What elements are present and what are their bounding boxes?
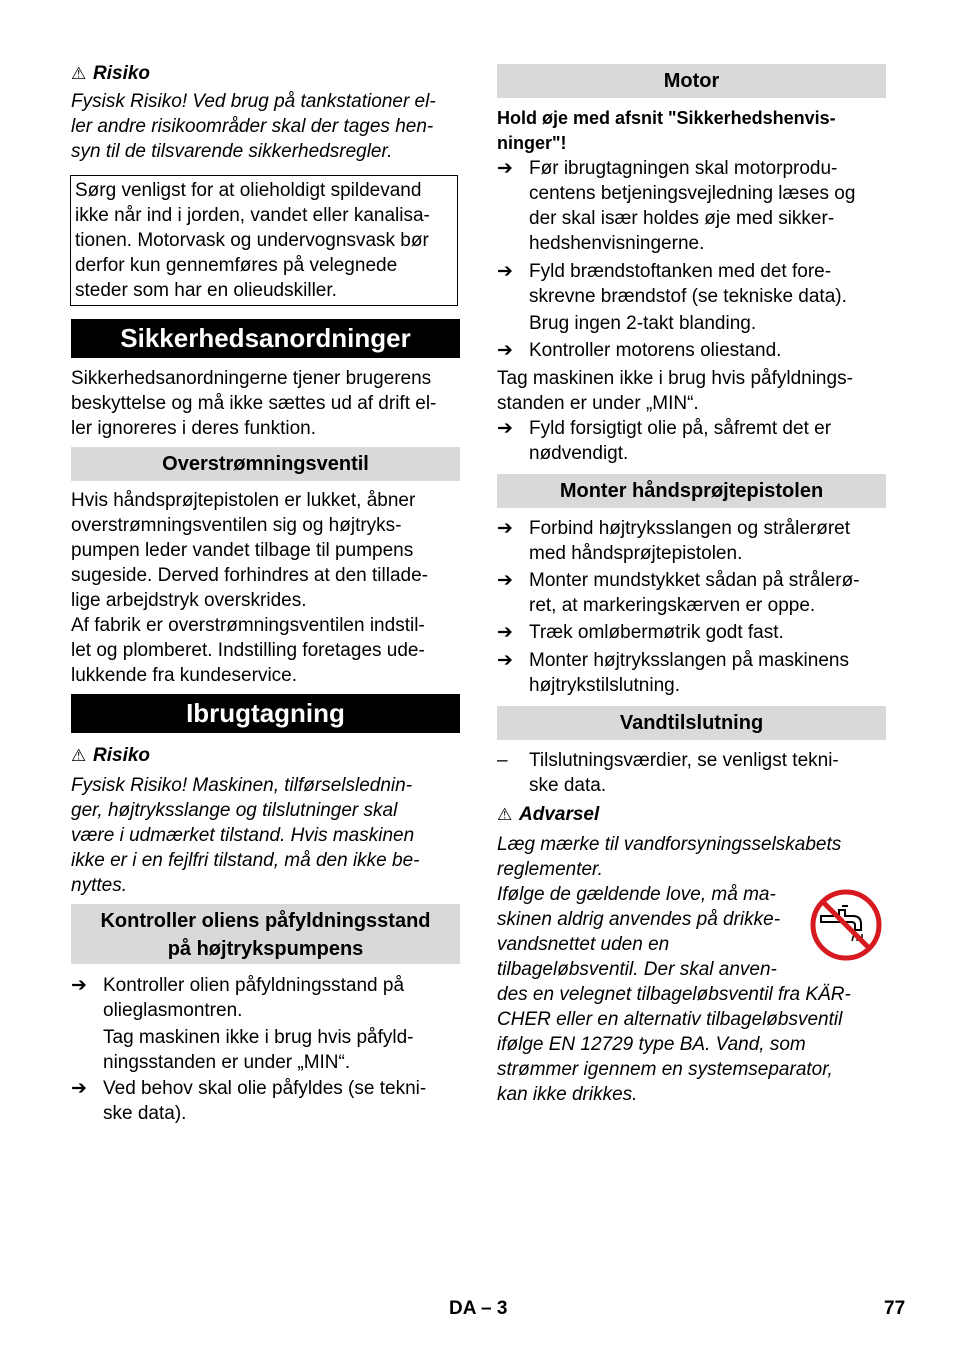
dash-bullet: – bbox=[497, 750, 508, 771]
risk-label: Risiko bbox=[93, 745, 151, 766]
warning-text-line: CHER eller en alternativ tilbageløbsventil bbox=[497, 1009, 843, 1030]
notice-line: Sørg venligst for at olieholdigt spildevand bbox=[75, 180, 422, 201]
body-line: overstrømningsventilen sig og højtryks- bbox=[71, 515, 402, 536]
section-heading-startup: Ibrugtagning bbox=[71, 694, 460, 733]
body-line: Af fabrik er overstrømningsventilen indstil- bbox=[71, 615, 425, 636]
no-drinking-water-icon bbox=[809, 888, 883, 962]
risk-text-line: ikke er i en fejlfri tilstand, må den ikke be- bbox=[71, 850, 420, 871]
risk-text-line: Fysisk Risiko! Maskinen, tilførselslednin- bbox=[71, 775, 413, 796]
warning-text-line: reglementer. bbox=[497, 859, 603, 880]
risk-label: Risiko bbox=[93, 63, 151, 84]
section-page-label: DA – 3 bbox=[449, 1298, 508, 1319]
list-line: ske data. bbox=[529, 775, 607, 796]
warning-triangle-icon: ⚠ bbox=[71, 64, 87, 83]
warning-text-line: Ifølge de gældende love, må ma- bbox=[497, 884, 776, 905]
arrow-right-icon: ➔ bbox=[497, 261, 513, 282]
list-line: Monter højtryksslangen på maskinens bbox=[529, 650, 849, 671]
subheading-oil-level bbox=[71, 904, 460, 964]
body-line: ler ignoreres i deres funktion. bbox=[71, 418, 317, 439]
subheading-overflow-valve: Overstrømningsventil bbox=[71, 447, 460, 481]
list-line: med håndsprøjtepistolen. bbox=[529, 543, 743, 564]
arrow-right-icon: ➔ bbox=[497, 570, 513, 591]
risk-text-line: ger, højtryksslange og tilslutninger skal bbox=[71, 800, 398, 821]
list-line: Kontroller motorens oliestand. bbox=[529, 340, 782, 361]
list-line: ret, at markeringskærven er oppe. bbox=[529, 595, 816, 616]
motor-note-line: ninger"! bbox=[497, 133, 567, 153]
arrow-right-icon: ➔ bbox=[497, 622, 513, 643]
list-line: nødvendigt. bbox=[529, 443, 629, 464]
risk-text-line: være i udmærket tilstand. Hvis maskinen bbox=[71, 825, 415, 846]
notice-line: derfor kun gennemføres på velegnede bbox=[75, 255, 398, 276]
arrow-right-icon: ➔ bbox=[497, 518, 513, 539]
risk-text-line: nyttes. bbox=[71, 875, 127, 896]
list-line: olieglasmontren. bbox=[103, 1000, 243, 1021]
warning-triangle-icon: ⚠ bbox=[71, 746, 87, 765]
list-line: ske data). bbox=[103, 1103, 187, 1124]
body-line: Sikkerhedsanordningerne tjener brugerens bbox=[71, 368, 432, 389]
list-line: højtrykstilslutning. bbox=[529, 675, 680, 696]
arrow-right-icon: ➔ bbox=[497, 158, 513, 179]
arrow-right-icon: ➔ bbox=[71, 975, 87, 996]
list-line: Ved behov skal olie påfyldes (se tekni- bbox=[103, 1078, 427, 1099]
list-line: Brug ingen 2-takt blanding. bbox=[529, 313, 757, 334]
list-line: Før ibrugtagningen skal motorprodu- bbox=[529, 158, 838, 179]
arrow-right-icon: ➔ bbox=[497, 650, 513, 671]
warning-text-line: vandsnettet uden en bbox=[497, 934, 670, 955]
environment-notice-box bbox=[70, 175, 458, 306]
list-line: Tilslutningsværdier, se venligst tekni- bbox=[529, 750, 839, 771]
notice-line: steder som har en olieudskiller. bbox=[75, 280, 337, 301]
list-line: ningsstanden er under „MIN“. bbox=[103, 1052, 351, 1073]
warning-label: Advarsel bbox=[519, 804, 600, 825]
risk-heading-2 bbox=[71, 743, 150, 768]
subheading-water-connection: Vandtilslutning bbox=[497, 706, 886, 740]
list-line: centens betjeningsvejledning læses og bbox=[529, 183, 856, 204]
body-line: standen er under „MIN“. bbox=[497, 393, 699, 414]
risk-heading-1 bbox=[71, 61, 150, 86]
list-line: Forbind højtryksslangen og strålerøret bbox=[529, 518, 851, 539]
body-line: lukkende fra kundeservice. bbox=[71, 665, 298, 686]
warning-text-line: tilbageløbsventil. Der skal anven- bbox=[497, 959, 777, 980]
risk-text-line: ler andre risikoområder skal der tages hen- bbox=[71, 116, 434, 137]
arrow-right-icon: ➔ bbox=[497, 340, 513, 361]
list-line: Træk omløbermøtrik godt fast. bbox=[529, 622, 784, 643]
list-line: Monter mundstykket sådan på strålerø- bbox=[529, 570, 860, 591]
body-line: pumpen leder vandet tilbage til pumpens bbox=[71, 540, 414, 561]
body-line: Hvis håndsprøjtepistolen er lukket, åbner bbox=[71, 490, 416, 511]
list-line: Fyld forsigtigt olie på, såfremt det er bbox=[529, 418, 832, 439]
subheading-line: på højtrykspumpens bbox=[167, 938, 364, 960]
list-line: Kontroller olien påfyldningsstand på bbox=[103, 975, 405, 996]
warning-text-line: kan ikke drikkes. bbox=[497, 1084, 638, 1105]
warning-text-line: skinen aldrig anvendes på drikke- bbox=[497, 909, 781, 930]
body-line: Tag maskinen ikke i brug hvis påfyldnings- bbox=[497, 368, 853, 389]
list-line: Fyld brændstoftanken med det fore- bbox=[529, 261, 832, 282]
list-line: hedshenvisningerne. bbox=[529, 233, 705, 254]
notice-line: ikke når ind i jorden, vandet eller kanalisa- bbox=[75, 205, 430, 226]
warning-text-line: ifølge EN 12729 type BA. Vand, som bbox=[497, 1034, 806, 1055]
list-line: Tag maskinen ikke i brug hvis påfyld- bbox=[103, 1027, 414, 1048]
body-line: lige arbejdstryk overskrides. bbox=[71, 590, 307, 611]
arrow-right-icon: ➔ bbox=[497, 418, 513, 439]
subheading-spray-gun: Monter håndsprøjtepistolen bbox=[497, 474, 886, 508]
warning-text-line: des en velegnet tilbageløbsventil fra KÄR- bbox=[497, 984, 851, 1005]
page-number: 77 bbox=[884, 1298, 906, 1319]
warning-triangle-icon: ⚠ bbox=[497, 805, 513, 824]
notice-line: tionen. Motorvask og undervognsvask bør bbox=[75, 230, 429, 251]
body-line: sugeside. Derved forhindres at den tillade- bbox=[71, 565, 428, 586]
list-line: der skal især holdes øje med sikker- bbox=[529, 208, 835, 229]
body-line: let og plomberet. Indstilling foretages ude- bbox=[71, 640, 425, 661]
section-heading-safety: Sikkerhedsanordninger bbox=[71, 319, 460, 358]
body-line: beskyttelse og må ikke sættes ud af drift el- bbox=[71, 393, 437, 414]
warning-text-line: strømmer igennem en systemseparator, bbox=[497, 1059, 833, 1080]
risk-text-line: syn til de tilsvarende sikkerhedsregler. bbox=[71, 141, 393, 162]
risk-text-line: Fysisk Risiko! Ved brug på tankstationer el- bbox=[71, 91, 436, 112]
arrow-right-icon: ➔ bbox=[71, 1078, 87, 1099]
warning-text-line: Læg mærke til vandforsyningsselskabets bbox=[497, 834, 842, 855]
warning-heading bbox=[497, 802, 599, 827]
motor-note-line: Hold øje med afsnit "Sikkerhedshenvis- bbox=[497, 108, 836, 128]
subheading-motor: Motor bbox=[497, 64, 886, 98]
list-line: skrevne brændstof (se tekniske data). bbox=[529, 286, 847, 307]
subheading-line: Kontroller oliens påfyldningsstand bbox=[100, 910, 431, 932]
